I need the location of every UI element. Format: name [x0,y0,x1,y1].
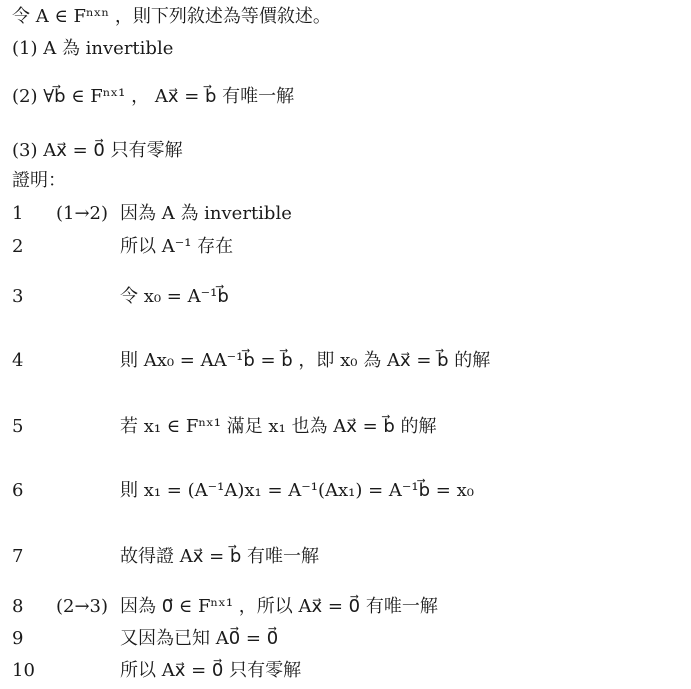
line-number: 6 [12,480,24,501]
condition-1: (1) A 為 invertible [12,38,174,59]
line-number: 5 [12,416,24,437]
line-number: 10 [12,660,35,681]
line-text: 則 Ax₀ = AA⁻¹b⃗ = b⃗ ，即 x₀ 為 Ax⃗ = b⃗ 的解 [120,350,491,371]
line-text: 所以 Ax⃗ = 0⃗ 只有零解 [120,660,302,681]
condition-2: (2) ∀b⃗ ∈ Fⁿˣ¹ ， Ax⃗ = b⃗ 有唯一解 [12,86,295,107]
line-text: 若 x₁ ∈ Fⁿˣ¹ 滿足 x₁ 也為 Ax⃗ = b⃗ 的解 [120,416,437,437]
line-prefix: (2→3) [56,596,109,617]
line-number: 2 [12,236,24,257]
line-number: 9 [12,628,24,649]
line-text: 因為 A 為 invertible [120,203,292,224]
condition-3: (3) Ax⃗ = 0⃗ 只有零解 [12,140,183,161]
line-number: 3 [12,286,24,307]
line-text: 所以 A⁻¹ 存在 [120,236,234,257]
line-number: 4 [12,350,24,371]
line-number: 1 [12,203,24,224]
line-text: 令 x₀ = A⁻¹b⃗ [120,286,229,307]
line-number: 7 [12,546,24,567]
line-prefix: (1→2) [56,203,109,224]
line-text: 故得證 Ax⃗ = b⃗ 有唯一解 [120,546,320,567]
proof-label: 證明： [12,170,66,191]
line-text: 又因為已知 A0⃗ = 0⃗ [120,628,279,649]
line-text: 因為 0⃗ ∈ Fⁿˣ¹ ，所以 Ax⃗ = 0⃗ 有唯一解 [120,596,438,617]
theorem-statement: 令 A ∈ Fⁿˣⁿ ，則下列敘述為等價敘述。 [12,6,331,27]
line-number: 8 [12,596,24,617]
line-text: 則 x₁ = (A⁻¹A)x₁ = A⁻¹(Ax₁) = A⁻¹b⃗ = x₀ [120,480,474,501]
